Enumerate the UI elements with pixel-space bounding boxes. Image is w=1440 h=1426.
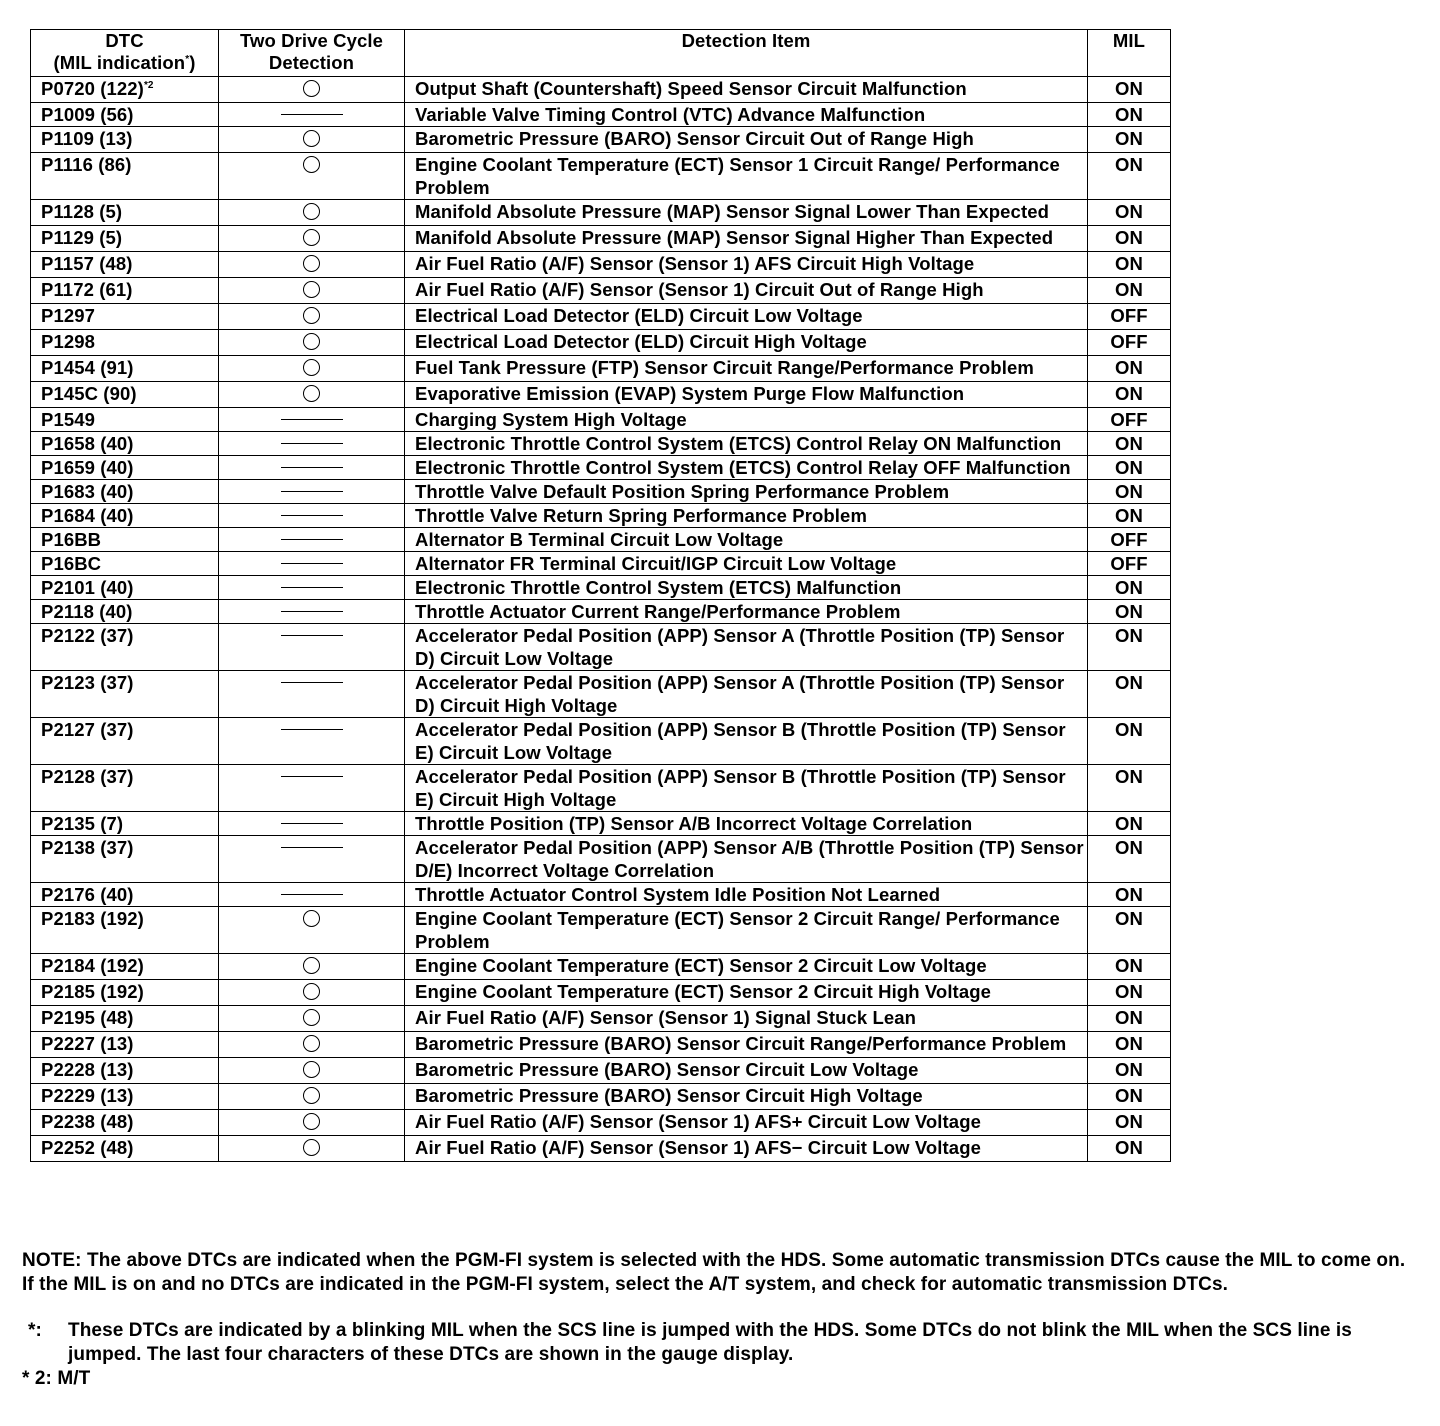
table-row [31, 954, 1171, 980]
mil-status: ON [1088, 836, 1171, 883]
table-row [31, 408, 1171, 432]
circle-icon [303, 333, 320, 350]
detection-item: Engine Coolant Temperature (ECT) Sensor 2 Circuit High Voltage [405, 980, 1088, 1006]
mil-status: ON [1088, 907, 1171, 954]
table-row [31, 528, 1171, 552]
circle-icon [303, 130, 320, 147]
mil-status: ON [1088, 883, 1171, 907]
dtc-code: P1109 (13) [31, 127, 219, 153]
detection-item: Throttle Actuator Current Range/Performance Problem [405, 600, 1088, 624]
detection-item: Engine Coolant Temperature (ECT) Sensor 1 Circuit Range/ Performance Problem [405, 153, 1088, 200]
mil-status: ON [1088, 480, 1171, 504]
two-drive-cycle-cell [219, 600, 405, 624]
dash-icon [281, 894, 343, 895]
circle-icon [303, 203, 320, 220]
dash-icon [281, 776, 343, 777]
circle-icon [303, 80, 320, 97]
mil-status: ON [1088, 718, 1171, 765]
two-drive-cycle-cell [219, 624, 405, 671]
dtc-code: P2101 (40) [31, 576, 219, 600]
two-drive-cycle-cell [219, 576, 405, 600]
dash-icon [281, 443, 343, 444]
header-mil: MIL [1088, 30, 1171, 77]
mil-status: OFF [1088, 304, 1171, 330]
dash-icon [281, 847, 343, 848]
detection-item: Barometric Pressure (BARO) Sensor Circuit High Voltage [405, 1084, 1088, 1110]
detection-item: Air Fuel Ratio (A/F) Sensor (Sensor 1) Circuit Out of Range High [405, 278, 1088, 304]
table-row [31, 907, 1171, 954]
dtc-code: P0720 $(122)^{*2}$ [31, 77, 219, 103]
detection-item: Electronic Throttle Control System (ETCS) Control Relay ON Malfunction [405, 432, 1088, 456]
mil-status: ON [1088, 671, 1171, 718]
table-row [31, 77, 1171, 103]
dash-icon [281, 611, 343, 612]
table-row [31, 330, 1171, 356]
two-drive-cycle-cell [219, 1084, 405, 1110]
detection-item: Manifold Absolute Pressure (MAP) Sensor Signal Lower Than Expected [405, 200, 1088, 226]
footnote-1-mark: *: [28, 1320, 42, 1341]
table-row [31, 1032, 1171, 1058]
dtc-code: P1549 [31, 408, 219, 432]
mil-status: ON [1088, 1110, 1171, 1136]
two-drive-cycle-cell [219, 480, 405, 504]
two-drive-cycle-cell [219, 980, 405, 1006]
table-row [31, 200, 1171, 226]
circle-icon [303, 255, 320, 272]
table-row [31, 718, 1171, 765]
dtc-footnote-mark: *2 [143, 79, 154, 91]
table-header-row [31, 30, 1171, 77]
two-drive-cycle-cell [219, 812, 405, 836]
dtc-code: P1009 (56) [31, 103, 219, 127]
two-drive-cycle-cell [219, 278, 405, 304]
dtc-code: P2128 (37) [31, 765, 219, 812]
circle-icon [303, 957, 320, 974]
mil-status: ON [1088, 382, 1171, 408]
mil-status: ON [1088, 980, 1171, 1006]
mil-status: ON [1088, 1006, 1171, 1032]
dtc-code: P2183 (192) [31, 907, 219, 954]
table-row [31, 304, 1171, 330]
detection-item: Throttle Position (TP) Sensor A/B Incorrect Voltage Correlation [405, 812, 1088, 836]
table-row [31, 504, 1171, 528]
circle-icon [303, 307, 320, 324]
footnote-2: * 2: M/T [22, 1368, 91, 1389]
detection-item: Alternator B Terminal Circuit Low Voltage [405, 528, 1088, 552]
dtc-code: P2127 (37) [31, 718, 219, 765]
table-row [31, 576, 1171, 600]
mil-status: ON [1088, 456, 1171, 480]
mil-status: OFF [1088, 408, 1171, 432]
dash-icon [281, 419, 343, 420]
dtc-code: P2123 (37) [31, 671, 219, 718]
detection-item: Electronic Throttle Control System (ETCS) Malfunction [405, 576, 1088, 600]
dash-icon [281, 491, 343, 492]
table-row [31, 883, 1171, 907]
dtc-code: P2138 (37) [31, 836, 219, 883]
two-drive-cycle-cell [219, 382, 405, 408]
header-detection-item: Detection Item [405, 30, 1088, 77]
mil-status: ON [1088, 278, 1171, 304]
circle-icon [303, 156, 320, 173]
table-row [31, 765, 1171, 812]
dtc-code: P1157 (48) [31, 252, 219, 278]
table-row [31, 1006, 1171, 1032]
two-drive-cycle-cell [219, 304, 405, 330]
dtc-code: P145C (90) [31, 382, 219, 408]
circle-icon [303, 385, 320, 402]
table-row [31, 600, 1171, 624]
dash-icon [281, 729, 343, 730]
detection-item: Charging System High Voltage [405, 408, 1088, 432]
table-row [31, 812, 1171, 836]
table-row [31, 552, 1171, 576]
mil-status: ON [1088, 252, 1171, 278]
detection-item: Manifold Absolute Pressure (MAP) Sensor Signal Higher Than Expected [405, 226, 1088, 252]
detection-item: Throttle Actuator Control System Idle Position Not Learned [405, 883, 1088, 907]
two-drive-cycle-cell [219, 226, 405, 252]
dtc-code: P1298 [31, 330, 219, 356]
circle-icon [303, 1035, 320, 1052]
table-row [31, 252, 1171, 278]
detection-item: Electronic Throttle Control System (ETCS) Control Relay OFF Malfunction [405, 456, 1088, 480]
dash-icon [281, 467, 343, 468]
two-drive-cycle-cell [219, 671, 405, 718]
table-row [31, 127, 1171, 153]
dtc-code: P2252 (48) [31, 1136, 219, 1162]
table-row [31, 1084, 1171, 1110]
mil-status: OFF [1088, 528, 1171, 552]
header-dtc-line2: (MIL indication*) [53, 52, 196, 73]
dash-icon [281, 823, 343, 824]
detection-item: Fuel Tank Pressure (FTP) Sensor Circuit Range/Performance Problem [405, 356, 1088, 382]
mil-status: ON [1088, 504, 1171, 528]
detection-item: Accelerator Pedal Position (APP) Sensor A (Throttle Position (TP) Sensor D) Circuit Low Voltage [405, 624, 1088, 671]
table-row [31, 480, 1171, 504]
table-row [31, 153, 1171, 200]
mil-status: ON [1088, 1058, 1171, 1084]
detection-item: Alternator FR Terminal Circuit/IGP Circuit Low Voltage [405, 552, 1088, 576]
mil-status: ON [1088, 1084, 1171, 1110]
dtc-code: P2229 (13) [31, 1084, 219, 1110]
mil-status: ON [1088, 356, 1171, 382]
dash-icon [281, 563, 343, 564]
dash-icon [281, 114, 343, 115]
table-row [31, 382, 1171, 408]
table-row [31, 278, 1171, 304]
dtc-code: P16BC [31, 552, 219, 576]
dash-icon [281, 682, 343, 683]
detection-item: Accelerator Pedal Position (APP) Sensor B (Throttle Position (TP) Sensor E) Circuit High Voltage [405, 765, 1088, 812]
two-drive-cycle-cell [219, 836, 405, 883]
table-row [31, 671, 1171, 718]
circle-icon [303, 229, 320, 246]
two-drive-cycle-cell [219, 552, 405, 576]
dtc-code: P2227 (13) [31, 1032, 219, 1058]
circle-icon [303, 983, 320, 1000]
dtc-code: P2184 (192) [31, 954, 219, 980]
dtc-code: P2122 (37) [31, 624, 219, 671]
detection-item: Air Fuel Ratio (A/F) Sensor (Sensor 1) AFS− Circuit Low Voltage [405, 1136, 1088, 1162]
dtc-code: P1683 (40) [31, 480, 219, 504]
dtc-code: P2228 (13) [31, 1058, 219, 1084]
two-drive-cycle-cell [219, 1006, 405, 1032]
header-dtc [31, 30, 219, 77]
header-two-drive-cycle: Two Drive Cycle Detection [219, 30, 405, 77]
detection-item: Throttle Valve Return Spring Performance Problem [405, 504, 1088, 528]
detection-item: Electrical Load Detector (ELD) Circuit Low Voltage [405, 304, 1088, 330]
table-row [31, 1110, 1171, 1136]
dtc-code: P1658 (40) [31, 432, 219, 456]
mil-status: ON [1088, 1032, 1171, 1058]
table-row [31, 836, 1171, 883]
two-drive-cycle-cell [219, 356, 405, 382]
mil-status: ON [1088, 600, 1171, 624]
detection-item: Barometric Pressure (BARO) Sensor Circuit Low Voltage [405, 1058, 1088, 1084]
mil-status: ON [1088, 153, 1171, 200]
two-drive-cycle-cell [219, 1136, 405, 1162]
dtc-code: P1454 (91) [31, 356, 219, 382]
dtc-code: P2185 (192) [31, 980, 219, 1006]
mil-status: ON [1088, 77, 1171, 103]
footnote-1 [22, 1319, 1412, 1367]
table-row [31, 456, 1171, 480]
dtc-code: P2195 (48) [31, 1006, 219, 1032]
mil-status: OFF [1088, 330, 1171, 356]
dash-icon [281, 539, 343, 540]
notes-section [22, 1249, 1412, 1391]
circle-icon [303, 1113, 320, 1130]
dtc-code: P2176 (40) [31, 883, 219, 907]
dtc-code: P2135 (7) [31, 812, 219, 836]
two-drive-cycle-cell [219, 1110, 405, 1136]
table-row [31, 1058, 1171, 1084]
detection-item: Evaporative Emission (EVAP) System Purge Flow Malfunction [405, 382, 1088, 408]
dtc-code: P1297 [31, 304, 219, 330]
dtc-code: P1684 (40) [31, 504, 219, 528]
table-row [31, 432, 1171, 456]
table-row [31, 103, 1171, 127]
table-row [31, 1136, 1171, 1162]
detection-item: Accelerator Pedal Position (APP) Sensor B (Throttle Position (TP) Sensor E) Circuit Low Voltage [405, 718, 1088, 765]
circle-icon [303, 359, 320, 376]
detection-item: Barometric Pressure (BARO) Sensor Circuit Range/Performance Problem [405, 1032, 1088, 1058]
dash-icon [281, 635, 343, 636]
mil-status: OFF [1088, 552, 1171, 576]
two-drive-cycle-cell [219, 408, 405, 432]
table-row [31, 356, 1171, 382]
detection-item: Output Shaft (Countershaft) Speed Sensor Circuit Malfunction [405, 77, 1088, 103]
dtc-table-body [31, 77, 1171, 1162]
table-row [31, 226, 1171, 252]
two-drive-cycle-cell [219, 1032, 405, 1058]
detection-item: Barometric Pressure (BARO) Sensor Circuit Out of Range High [405, 127, 1088, 153]
mil-status: ON [1088, 765, 1171, 812]
two-drive-cycle-cell [219, 456, 405, 480]
detection-item: Throttle Valve Default Position Spring Performance Problem [405, 480, 1088, 504]
detection-item: Air Fuel Ratio (A/F) Sensor (Sensor 1) AFS+ Circuit Low Voltage [405, 1110, 1088, 1136]
two-drive-cycle-cell [219, 77, 405, 103]
detection-item: Engine Coolant Temperature (ECT) Sensor 2 Circuit Low Voltage [405, 954, 1088, 980]
two-drive-cycle-cell [219, 103, 405, 127]
mil-status: ON [1088, 624, 1171, 671]
circle-icon [303, 1087, 320, 1104]
two-drive-cycle-cell [219, 907, 405, 954]
two-drive-cycle-cell [219, 153, 405, 200]
circle-icon [303, 1139, 320, 1156]
mil-status: ON [1088, 432, 1171, 456]
mil-status: ON [1088, 200, 1171, 226]
dash-icon [281, 587, 343, 588]
mil-status: ON [1088, 812, 1171, 836]
two-drive-cycle-cell [219, 330, 405, 356]
circle-icon [303, 1009, 320, 1026]
table-row [31, 980, 1171, 1006]
two-drive-cycle-cell [219, 883, 405, 907]
circle-icon [303, 281, 320, 298]
dtc-code: P2118 (40) [31, 600, 219, 624]
dtc-code: P16BB [31, 528, 219, 552]
header-dtc-line1: DTC [105, 30, 144, 51]
two-drive-cycle-cell [219, 127, 405, 153]
two-drive-cycle-cell [219, 954, 405, 980]
two-drive-cycle-cell [219, 765, 405, 812]
mil-status: ON [1088, 127, 1171, 153]
detection-item: Air Fuel Ratio (A/F) Sensor (Sensor 1) Signal Stuck Lean [405, 1006, 1088, 1032]
dtc-table [30, 29, 1171, 1162]
circle-icon [303, 1061, 320, 1078]
circle-icon [303, 910, 320, 927]
mil-status: ON [1088, 226, 1171, 252]
two-drive-cycle-cell [219, 252, 405, 278]
two-drive-cycle-cell [219, 200, 405, 226]
detection-item: Accelerator Pedal Position (APP) Sensor A/B (Throttle Position (TP) Sensor D/E) Incorrect Voltage Correlation [405, 836, 1088, 883]
dtc-code: P1116 (86) [31, 153, 219, 200]
detection-item: Engine Coolant Temperature (ECT) Sensor 2 Circuit Range/ Performance Problem [405, 907, 1088, 954]
table-row [31, 624, 1171, 671]
mil-status: ON [1088, 954, 1171, 980]
dtc-code: P1129 (5) [31, 226, 219, 252]
dtc-code: P2238 (48) [31, 1110, 219, 1136]
footnote-1-text: These DTCs are indicated by a blinking MIL when the SCS line is jumped with the HDS. Some DTCs do not blink the MIL when the SCS line is jumped. The last four characters of these DTCs are shown in the gauge display. [68, 1320, 1352, 1365]
mil-status: ON [1088, 576, 1171, 600]
dtc-code: P1128 (5) [31, 200, 219, 226]
mil-status: ON [1088, 1136, 1171, 1162]
two-drive-cycle-cell [219, 432, 405, 456]
detection-item: Electrical Load Detector (ELD) Circuit High Voltage [405, 330, 1088, 356]
two-drive-cycle-cell [219, 528, 405, 552]
detection-item: Variable Valve Timing Control (VTC) Advance Malfunction [405, 103, 1088, 127]
dtc-code: P1659 (40) [31, 456, 219, 480]
dtc-code: P1172 (61) [31, 278, 219, 304]
mil-status: ON [1088, 103, 1171, 127]
note-paragraph: NOTE: The above DTCs are indicated when the PGM-FI system is selected with the HDS. Some automatic transmission DTCs cause the MIL to come on. If the MIL is on and no DTCs are indicated in the PGM-FI system, select the A/T system, and check for automatic transmission DTCs. [22, 1250, 1406, 1295]
detection-item: Accelerator Pedal Position (APP) Sensor A (Throttle Position (TP) Sensor D) Circuit High Voltage [405, 671, 1088, 718]
dash-icon [281, 515, 343, 516]
two-drive-cycle-cell [219, 718, 405, 765]
detection-item: Air Fuel Ratio (A/F) Sensor (Sensor 1) AFS Circuit High Voltage [405, 252, 1088, 278]
two-drive-cycle-cell [219, 504, 405, 528]
two-drive-cycle-cell [219, 1058, 405, 1084]
